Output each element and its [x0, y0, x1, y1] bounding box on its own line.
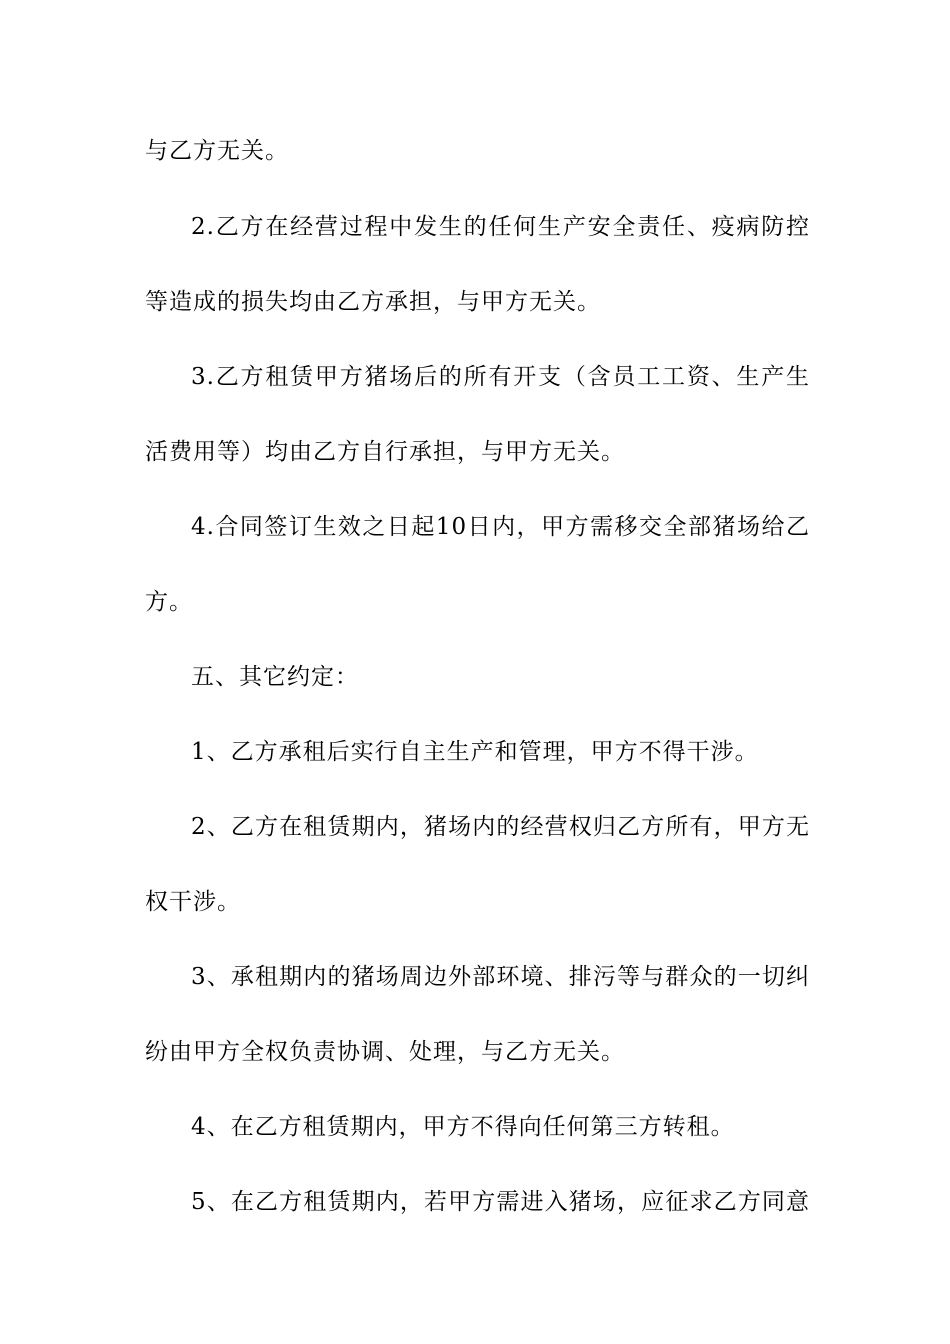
- clause-2-line-2: 等造成的损失均由乙方承担，与甲方无关。: [145, 289, 601, 315]
- agreement-4: 4、在乙方租赁期内，甲方不得向任何第三方转租。: [191, 1114, 735, 1140]
- agreement-2-line-2: 权干涉。: [145, 889, 241, 915]
- clause-3-line-2: 活费用等）均由乙方自行承担，与甲方无关。: [145, 439, 625, 465]
- clause-4-line-2: 方。: [145, 589, 193, 615]
- clause-4-line-1: 4.合同签订生效之日起10日内，甲方需移交全部猪场给乙: [191, 514, 810, 540]
- agreement-1: 1、乙方承租后实行自主生产和管理，甲方不得干涉。: [191, 739, 759, 765]
- agreement-3-line-2: 纷由甲方全权负责协调、处理，与乙方无关。: [145, 1039, 625, 1065]
- agreement-2-line-1: 2、乙方在租赁期内，猪场内的经营权归乙方所有，甲方无: [191, 814, 810, 840]
- clause-2-line-1: 2.乙方在经营过程中发生的任何生产安全责任、疫病防控: [191, 214, 810, 240]
- text-line-continuation: 与乙方无关。: [145, 138, 289, 164]
- clause-3-line-1: 3.乙方租赁甲方猪场后的所有开支（含员工工资、生产生: [191, 364, 810, 390]
- section-heading-other-agreements: 五、其它约定：: [191, 664, 359, 690]
- agreement-5-line-1: 5、在乙方租赁期内，若甲方需进入猪场，应征求乙方同意: [191, 1189, 810, 1215]
- agreement-3-line-1: 3、承租期内的猪场周边外部环境、排污等与群众的一切纠: [191, 964, 810, 990]
